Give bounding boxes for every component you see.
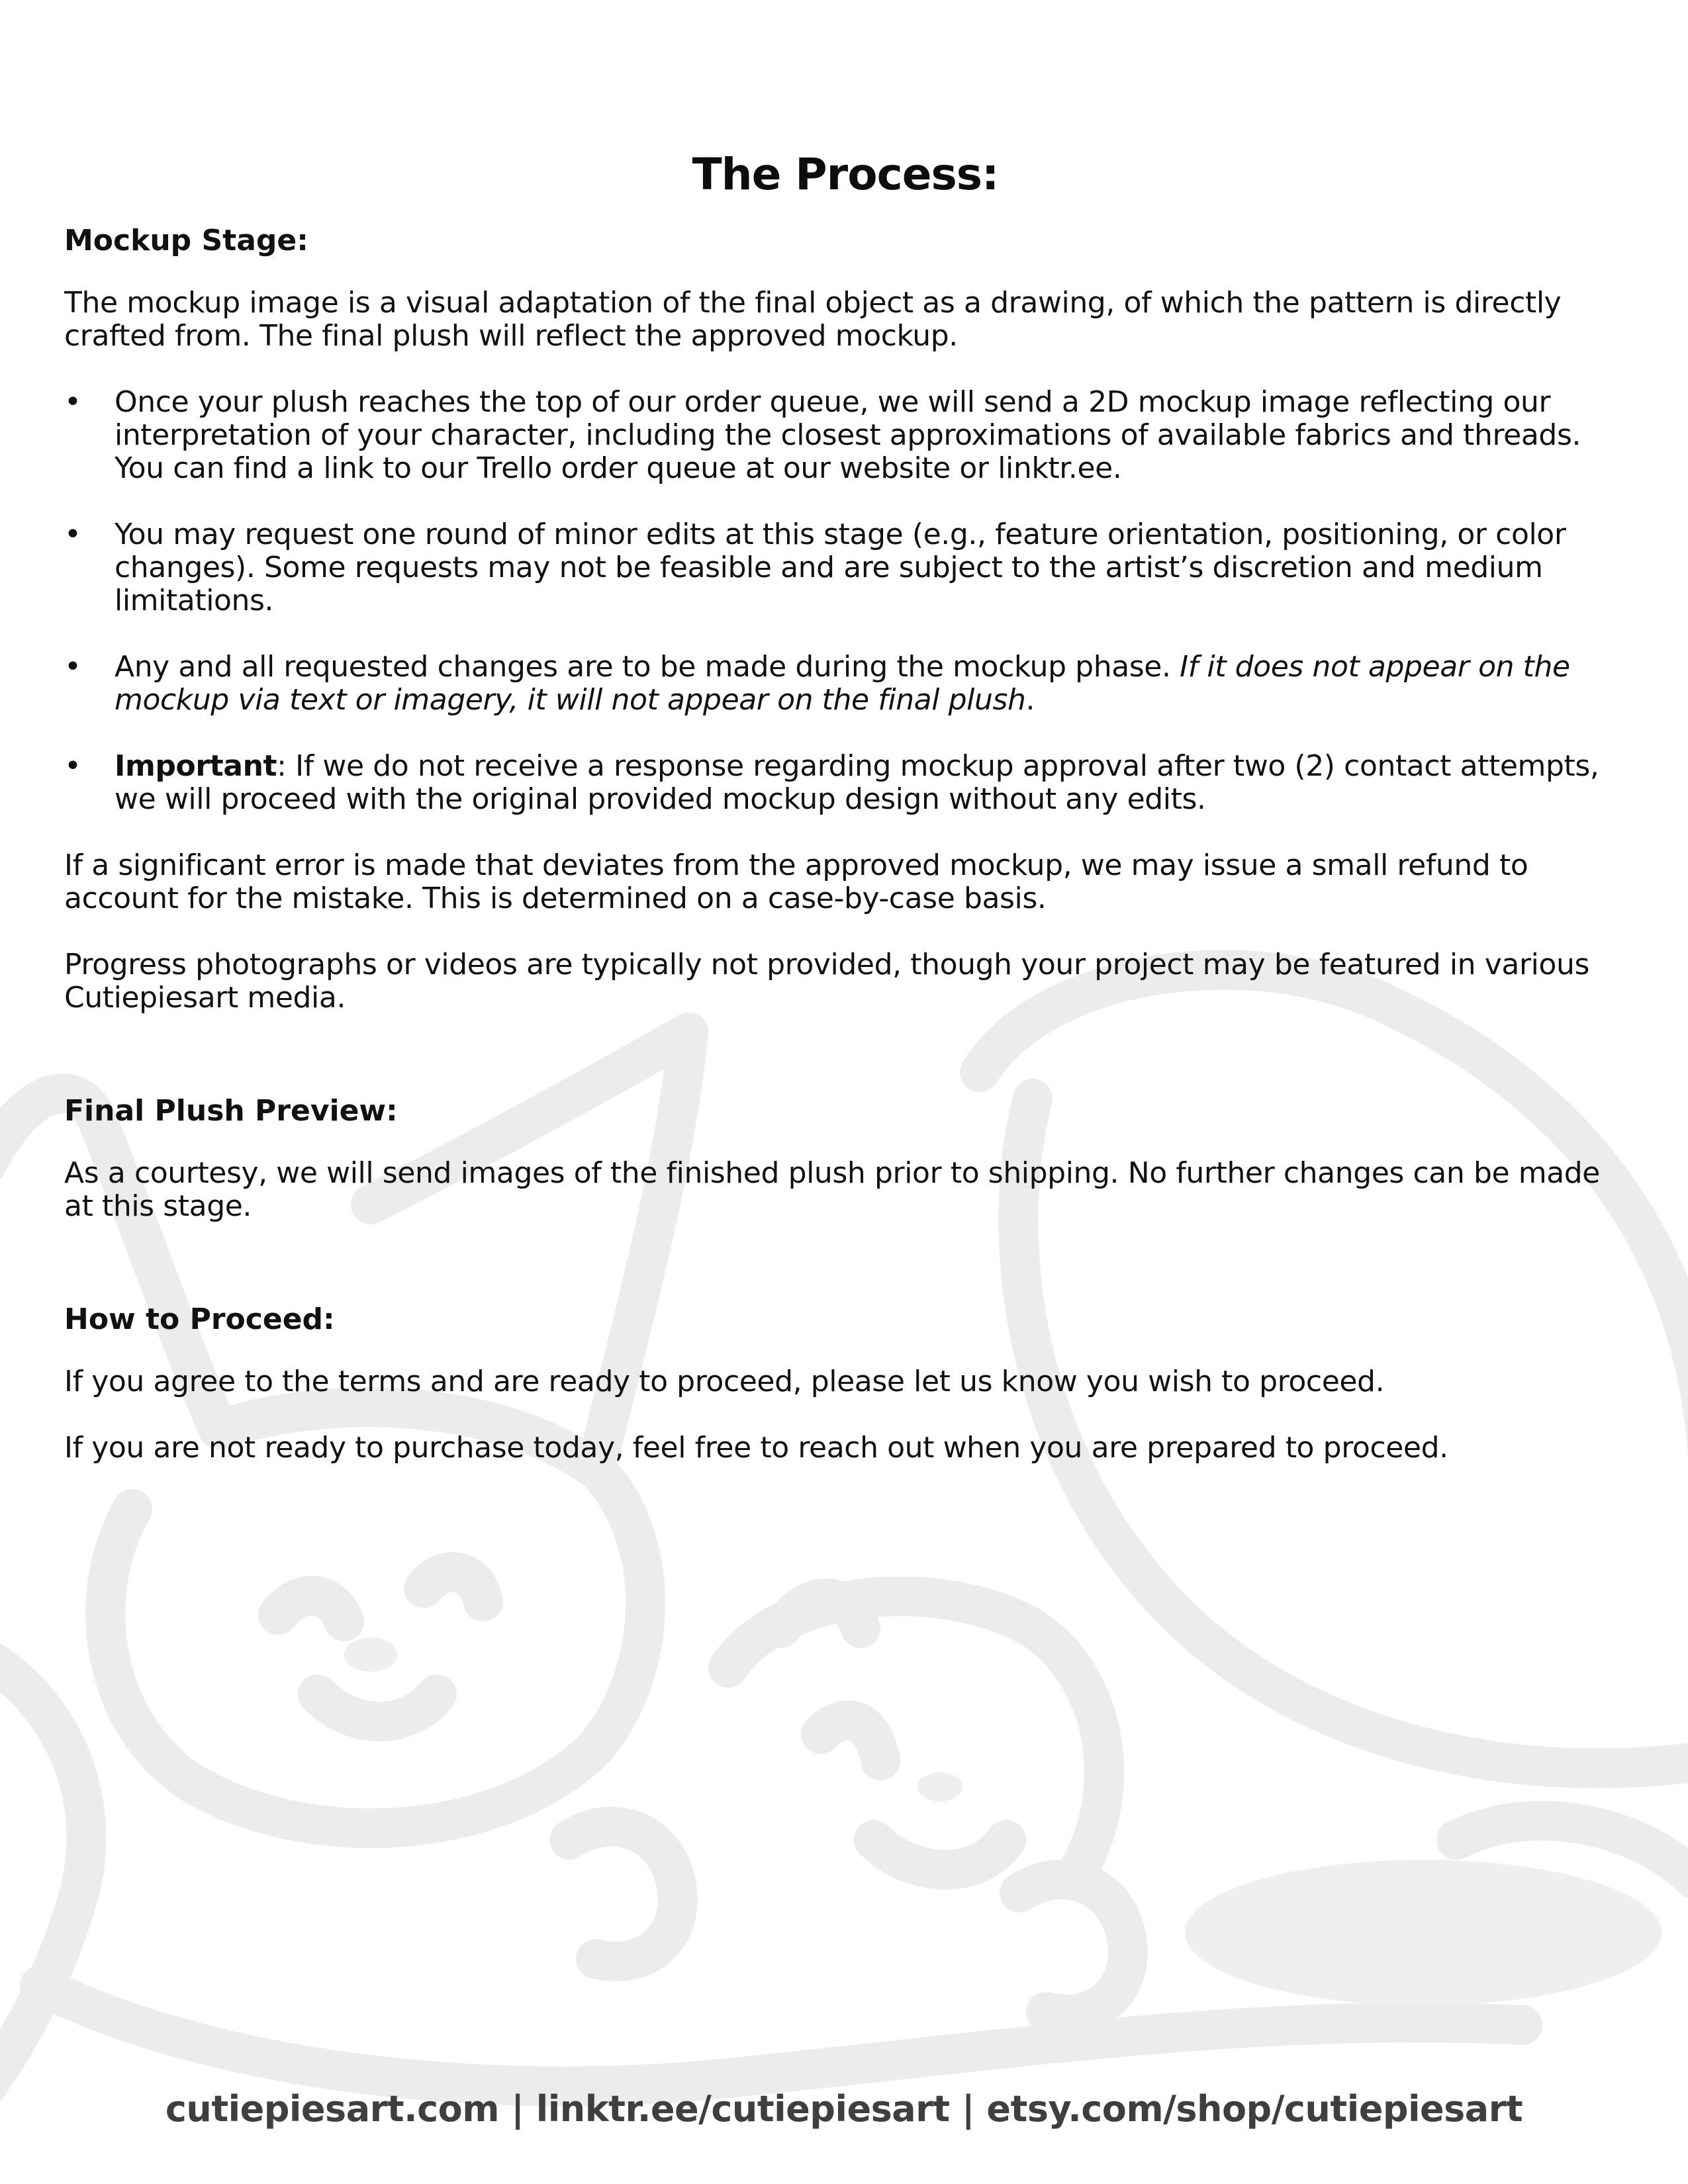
list-item <box>64 651 1626 717</box>
mockup-bullet-list <box>64 386 1626 816</box>
watermark-fox-cheek <box>0 1655 86 2105</box>
document-body <box>64 149 1626 1498</box>
final-preview-heading: Final Plush Preview: <box>64 1094 398 1128</box>
important-label: Important <box>115 749 277 783</box>
mockup-intro-paragraph: The mockup image is a visual adaptation of the final object as a drawing, of which the pattern is directly crafted from. The final plush will reflect the approved mockup. <box>64 286 1562 353</box>
bullet-text: You may request one round of minor edits at this stage (e.g., feature orientation, positioning, or color changes). Some requests may not be feasible and are subject to the artist’s discretion and medium limitations. <box>115 518 1566 617</box>
proceed-not-ready-paragraph: If you are not ready to purchase today, feel free to reach out when you are prepared to proceed. <box>64 1431 1448 1465</box>
how-to-proceed-section <box>64 1302 1626 1465</box>
final-preview-paragraph: As a courtesy, we will send images of the finished plush prior to shipping. No further changes can be made at this stage. <box>64 1156 1600 1223</box>
bullet-marker: • <box>64 650 81 684</box>
bullet-marker: • <box>64 518 81 551</box>
bullet-marker: • <box>64 749 81 783</box>
section-spacer <box>64 1256 1626 1302</box>
watermark-fox-nose <box>344 1637 397 1672</box>
mockup-stage-heading: Mockup Stage: <box>64 224 308 257</box>
watermark-fox-smile <box>318 1694 437 1721</box>
proceed-agree-paragraph: If you agree to the terms and are ready to proceed, please let us know you wish to proceed. <box>64 1365 1385 1398</box>
watermark-critter-snout <box>874 1840 1006 1870</box>
watermark-paw-right <box>1019 1880 1128 2015</box>
watermark-critter-eye <box>821 1720 880 1760</box>
bullet-text: : If we do not receive a response regarding mockup approval after two (2) contact attempts, we will proceed with the original provided mockup design without any edits. <box>115 749 1599 816</box>
mockup-stage-section <box>64 224 1626 1015</box>
list-item <box>64 386 1626 485</box>
section-spacer <box>64 1048 1626 1094</box>
bullet-end-text: . <box>1025 683 1035 717</box>
page-title: The Process: <box>692 149 999 200</box>
bullet-text: Any and all requested changes are to be made during the mockup phase. <box>115 650 1180 684</box>
bullet-marker: • <box>64 385 81 419</box>
final-preview-section <box>64 1094 1626 1223</box>
bullet-emphasis-text: If it does not appear on the mockup via text or imagery, it will not appear on the final plush <box>115 650 1570 717</box>
watermark-body-curve <box>40 1985 1523 2086</box>
footer-links: cutiepiesart.com | linktr.ee/cutiepiesart | etsy.com/shop/cutiepiesart <box>165 2088 1523 2130</box>
watermark-fox-eye-left <box>278 1596 344 1621</box>
list-item <box>64 518 1626 617</box>
progress-media-paragraph: Progress photographs or videos are typically not provided, though your project may be featured in various Cutiepiesart media. <box>64 948 1589 1015</box>
watermark-paw-left <box>569 1827 678 1962</box>
watermark-shadow-blob <box>1185 1860 1662 2005</box>
watermark-fox-eye-right <box>424 1572 483 1602</box>
watermark-critter-nose <box>917 1772 962 1801</box>
error-refund-paragraph: If a significant error is made that deviates from the approved mockup, we may issue a small refund to account for the mistake. This is determined on a case-by-case basis. <box>64 848 1528 915</box>
how-to-proceed-heading: How to Proceed: <box>64 1302 335 1336</box>
bullet-text: Once your plush reaches the top of our order queue, we will send a 2D mockup image reflecting our interpretation of your character, including the closest approximations of available fabrics and threads. You can find a link to our Trello order queue at our website or linktr.ee. <box>115 385 1581 485</box>
list-item <box>64 750 1626 816</box>
